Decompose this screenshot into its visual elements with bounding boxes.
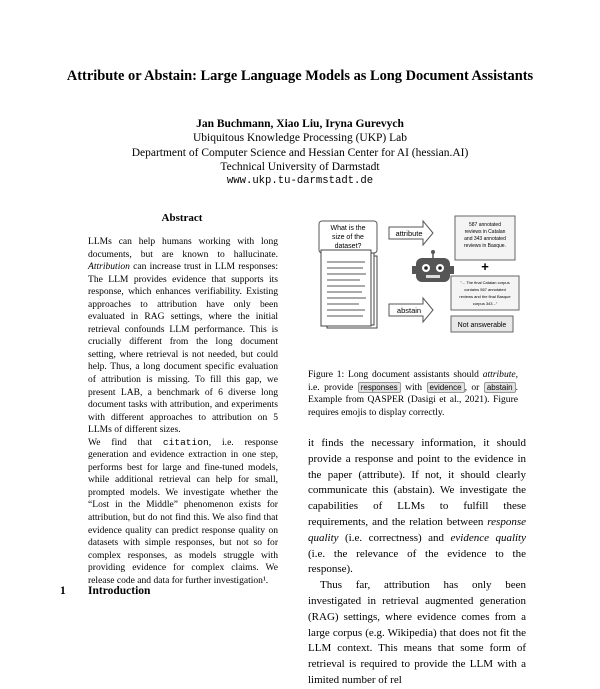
affiliation-university: Technical University of Darmstadt bbox=[220, 161, 380, 173]
evidence-line-4: corpus 343..." bbox=[472, 301, 498, 306]
evidence-line-3: reviews and the final Basque bbox=[459, 294, 511, 299]
body-paragraph-2: Thus far, attribution has only been investigated in retrieval augmented generation (RAG) settings, where evidence comes from a large corpus (e.g. Wikipedia) that does not fit the LLM context. This means that some form of retrieval is required to provide the LLM with a limited number of rel bbox=[308, 579, 526, 686]
robot-icon bbox=[412, 250, 454, 282]
website-url[interactable]: www.ukp.tu-darmstadt.de bbox=[226, 175, 374, 187]
authors: Jan Buchmann, Xiao Liu, Iryna Gurevych bbox=[196, 118, 404, 130]
attribute-label: attribute bbox=[395, 229, 423, 238]
answer-line-2: reviews in Catalan bbox=[464, 229, 506, 235]
tag-evidence: evidence bbox=[427, 382, 465, 393]
body-text bbox=[308, 436, 526, 689]
paper-title: Attribute or Abstain: Large Language Models as Long Document Assistants bbox=[66, 68, 534, 84]
affiliation-department: Department of Computer Science and Hessian Center for AI (hessian.AI) bbox=[131, 146, 469, 159]
answer-line-1: 587 annotated bbox=[469, 222, 501, 228]
question-text-line-1: What is the bbox=[330, 225, 366, 232]
abstract-body bbox=[88, 236, 278, 587]
abstract-heading: Abstract bbox=[161, 212, 203, 224]
tag-abstain: abstain bbox=[484, 382, 516, 393]
figure-1 bbox=[305, 212, 535, 362]
document-stack-icon bbox=[321, 250, 377, 328]
tag-responses: responses bbox=[358, 382, 401, 393]
abstain-label: abstain bbox=[396, 306, 422, 315]
affiliation-lab: Ubiquitous Knowledge Processing (UKP) Lab bbox=[192, 132, 407, 144]
abstract-paragraph-2: We find that citation, i.e. response generation and evidence extraction in one step, performs best for large and fine-tuned models, while additional retrieval can help for small, prompted models. We investigate whether the “Lost in the Middle” phenomenon exists for attribution, but do not find this. We also find that evidence quality can predict response quality on datasets with simple responses, but not so for complex responses, as models struggle with providing evidence for complex claims. We release code and data for further investigation¹. bbox=[88, 436, 278, 586]
abstract-paragraph-1: LLMs can help humans working with long documents, but are known to hallucinate. Attribution can increase trust in LLM responses: The LLM provides evidence that supports its response, which enhances verifiability. Existing approaches to attribution have only been evaluated in RAG settings, where the initial retrieval confounds LLM performance. This is crucially different from the long document setting, where retrieval is not needed, but could help. Thus, a long document specific evaluation of attribution is missing. To fill this gap, we present LAB, a benchmark of 6 diverse long document tasks with attribution, and experiments with different approaches to attribution on 5 LLMs of different sizes. bbox=[88, 236, 278, 436]
question-text-line-3: dataset? bbox=[334, 243, 362, 250]
not-answerable-text: Not answerable bbox=[457, 322, 507, 329]
evidence-line-1: "... The final Catalan corpus bbox=[460, 280, 510, 285]
figure-caption: Figure 1: Long document assistants should attribute, i.e. provide responses with evidence , or abstain . Example from QASPER (Dasigi et al., 2021). Figure requires emojis to display correctly. bbox=[308, 369, 518, 419]
answer-line-3: and 343 annotated bbox=[464, 236, 506, 242]
body-paragraph-1: it finds the necessary information, it should provide a response and point to the evidence in the paper (attribute). If not, it should clearly communicate this (abstain). We investigate the capabilities of LLMs to fulfill these requirements, and the relation between response quality (i.e. correctness) and evidence quality (i.e. the relevance of the evidence to the response). bbox=[308, 437, 526, 576]
question-text-line-2: size of the bbox=[332, 234, 364, 241]
section-heading-introduction: 1 Introduction bbox=[60, 585, 151, 597]
evidence-line-2: contains 567 annotated bbox=[464, 287, 506, 292]
answer-line-4: reviews in Basque. bbox=[464, 243, 506, 249]
plus-sign: + bbox=[481, 259, 489, 274]
